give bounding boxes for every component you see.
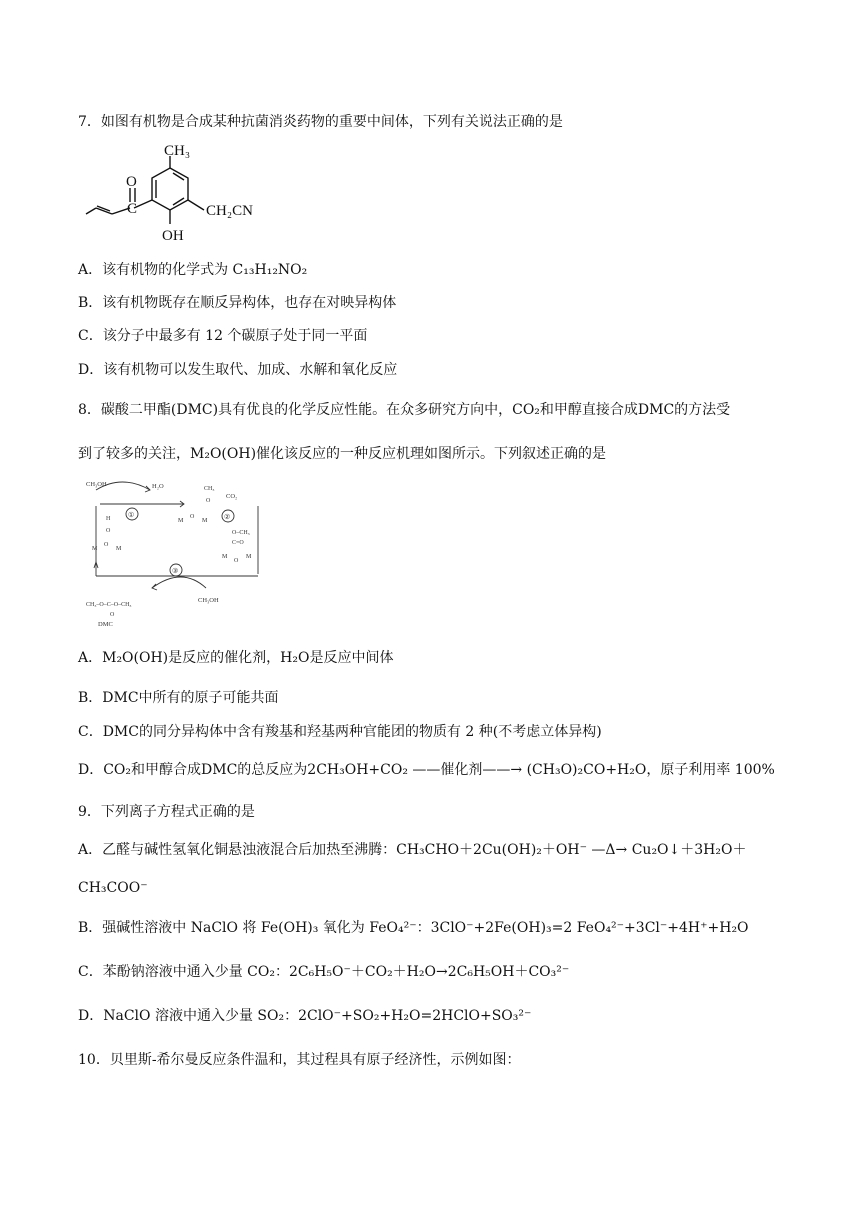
q7-option-d: D．该有机物可以发生取代、加成、水解和氧化反应 xyxy=(78,362,398,378)
svg-text:O–CH₃: O–CH₃ xyxy=(232,530,250,536)
svg-text:M: M xyxy=(246,554,252,560)
q9-option-a: A．乙醛与碱性氢氧化铜悬浊液混合后加热至沸腾：CH₃CHO＋2Cu(OH)₂＋OH⁻ —Δ→ Cu₂O↓＋3H₂O＋ xyxy=(78,842,747,858)
q8-stem-line1: 8．碳酸二甲酯(DMC)具有优良的化学反应性能。在众多研究方向中，CO₂和甲醇直接合成DMC的方法受 xyxy=(78,402,731,418)
q7-stem: 7．如图有机物是合成某种抗菌消炎药物的重要中间体，下列有关说法正确的是 xyxy=(78,114,563,130)
step2-label: ② xyxy=(224,513,231,521)
q9-option-c: C．苯酚钠溶液中通入少量 CO₂：2C₆H₅O⁻＋CO₂＋H₂O→2C₆H₅OH＋CO₃²⁻ xyxy=(78,964,570,980)
h2o-label: H₂O xyxy=(152,483,164,490)
q9-option-a-continued: CH₃COO⁻ xyxy=(78,880,148,896)
q8-option-a: A．M₂O(OH)是反应的催化剂，H₂O是反应中间体 xyxy=(78,650,394,666)
q8-option-d: D．CO₂和甲醇合成DMC的总反应为2CH₃OH+CO₂ ——催化剂——→ (CH₃O)₂CO+H₂O，原子利用率 100% xyxy=(78,762,775,778)
step1-label: ① xyxy=(128,511,135,519)
svg-text:M: M xyxy=(92,546,98,552)
svg-text:O: O xyxy=(104,542,109,548)
q9-option-b: B．强碱性溶液中 NaClO 将 Fe(OH)₃ 氧化为 FeO₄²⁻：3ClO⁻+2Fe(OH)₃=2 FeO₄²⁻+3Cl⁻+4H⁺+H₂O xyxy=(78,920,749,936)
q8-option-b: B．DMC中所有的原子可能共面 xyxy=(78,690,279,706)
svg-text:H: H xyxy=(106,516,111,522)
svg-text:M: M xyxy=(222,554,228,560)
svg-text:O: O xyxy=(206,498,211,504)
q9-stem: 9．下列离子方程式正确的是 xyxy=(78,804,255,820)
q7-option-b: B．该有机物既存在顺反异构体，也存在对映异构体 xyxy=(78,295,397,311)
svg-text:O: O xyxy=(190,514,195,520)
q7-option-a: A．该有机物的化学式为 C₁₃H₁₂NO₂ xyxy=(78,262,308,278)
q8-option-c: C．DMC的同分异构体中含有羧基和羟基两种官能团的物质有 2 种(不考虑立体异构) xyxy=(78,724,602,740)
q8-stem-line2: 到了较多的关注，M₂O(OH)催化该反应的一种反应机理如图所示。下列叙述正确的是 xyxy=(78,446,607,462)
ch3-label: CH₃ xyxy=(164,143,191,159)
carbonyl-o-label: O xyxy=(126,174,137,190)
q10-stem: 10．贝里斯-希尔曼反应条件温和，其过程具有原子经济性，示例如图： xyxy=(78,1052,521,1068)
ch3oh-reactant-label: CH₃OH xyxy=(86,481,107,488)
svg-text:M: M xyxy=(178,518,184,524)
co2-label: CO₂ xyxy=(226,493,238,500)
q7-option-c: C．该分子中最多有 12 个碳原子处于同一平面 xyxy=(78,328,368,344)
step3-label: ③ xyxy=(172,567,179,575)
svg-text:O: O xyxy=(234,558,239,564)
oh-label: OH xyxy=(162,228,184,244)
svg-text:O: O xyxy=(106,528,111,534)
carbon-c-label: C xyxy=(127,201,138,217)
dmc-label: DMC xyxy=(98,621,113,628)
ch3oh-step3-label: CH₃OH xyxy=(198,597,219,604)
q9-option-d: D．NaClO 溶液中通入少量 SO₂：2ClO⁻+SO₂+H₂O=2HClO+SO₃²⁻ xyxy=(78,1008,532,1024)
q7-structure-diagram xyxy=(82,142,282,246)
svg-text:O: O xyxy=(110,612,115,618)
ch2cn-label: CH₂CN xyxy=(206,203,253,219)
svg-text:CH₃: CH₃ xyxy=(204,486,215,492)
benzene-ring xyxy=(152,168,188,210)
svg-text:CH₃–O–C–O–CH₃: CH₃–O–C–O–CH₃ xyxy=(86,602,132,608)
svg-text:M: M xyxy=(202,518,208,524)
svg-text:C=O: C=O xyxy=(232,540,244,546)
q8-mechanism-diagram xyxy=(82,476,282,634)
svg-text:M: M xyxy=(116,546,122,552)
